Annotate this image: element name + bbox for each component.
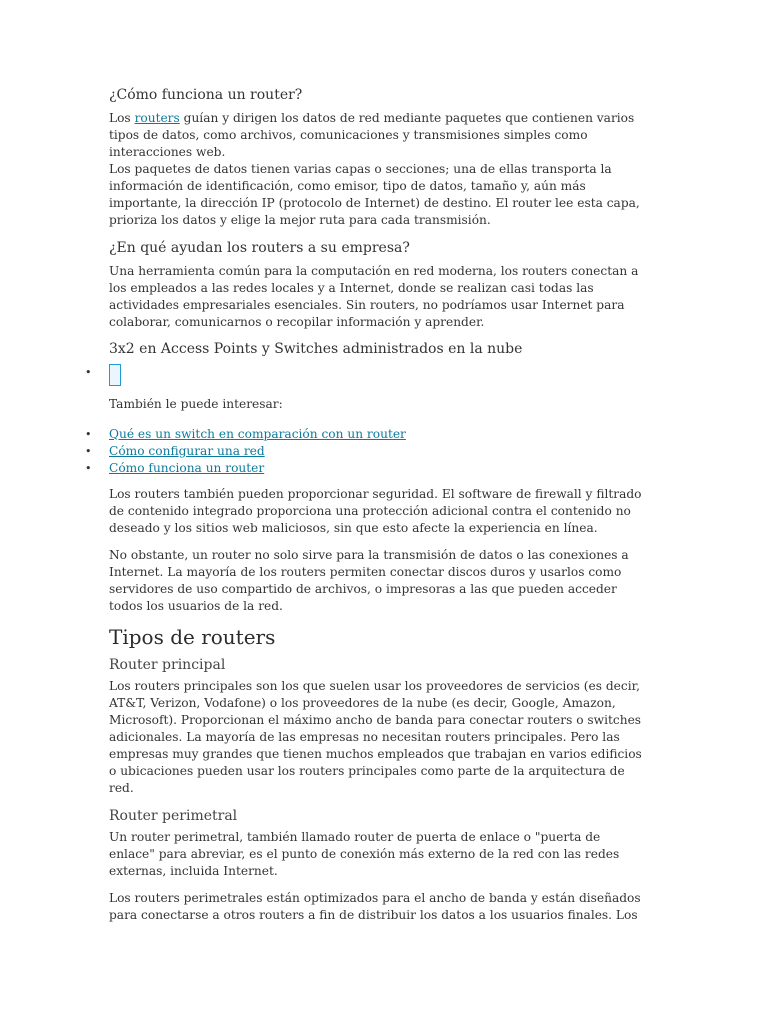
related-links-list (109, 426, 649, 477)
paragraph-routers-help: Una herramienta común para la computación en red moderna, los routers conectan a los empleados a las redes locales y a Internet, donde se realizan casi todas las actividades empresariales esenciales. Sin routers, no podríamos usar Internet para colaborar, comunicarnos o recopilar información y aprender. (109, 264, 639, 329)
paragraph-routers-intro: Los routers guían y dirigen los datos de red mediante paquetes que contienen varios tipos de datos, como archivos, comunicaciones y transmisiones simples como interacciones web. (109, 111, 635, 159)
paragraph-security: Los routers también pueden proporcionar seguridad. El software de firewall y filtrado de contenido integrado proporciona una protección adicional contra el contenido no deseado y los sitios web maliciosos, sin que esto afecte la experiencia en línea. (109, 487, 642, 535)
list-item (109, 460, 649, 477)
paragraph-edge-router-1: Un router perimetral, también llamado router de puerta de enlace o "puerta de enlace" para abreviar, es el punto de conexión más externo de la red con las redes externas, incluida Internet. (109, 830, 620, 878)
paragraph-packets: Los paquetes de datos tienen varias capas o secciones; una de ellas transporta la información de identificación, como emisor, tipo de datos, tamaño y, aún más importante, la dirección IP (protocolo de Internet) de destino. El router lee esta capa, prioriza los datos y elige la mejor ruta para cada transmisión. (109, 162, 640, 227)
heading-edge-router: Router perimetral (109, 808, 238, 824)
document-body (109, 86, 649, 924)
embedded-object-placeholder[interactable] (109, 364, 121, 386)
heading-how-routers-help: ¿En qué ayudan los routers a su empresa? (109, 240, 410, 256)
list-item (109, 426, 649, 443)
list-item (109, 364, 649, 386)
heading-core-router: Router principal (109, 657, 226, 673)
heading-promo: 3x2 en Access Points y Switches administrados en la nube (109, 341, 523, 357)
heading-router-types: Tipos de routers (109, 625, 276, 649)
related-link-configure-network[interactable]: Cómo configurar una red (109, 444, 265, 458)
heading-how-router-works: ¿Cómo funciona un router? (109, 87, 303, 103)
related-intro: También le puede interesar: (109, 397, 283, 411)
related-link-switch-vs-router[interactable]: Qué es un switch en comparación con un router (109, 427, 406, 441)
related-link-how-router-works[interactable]: Cómo funciona un router (109, 461, 265, 475)
list-item (109, 443, 649, 460)
paragraph-edge-router-2: Los routers perimetrales están optimizados para el ancho de banda y están diseñados para conectarse a otros routers a fin de distribuir los datos a los usuarios finales. Los (109, 891, 641, 922)
routers-link[interactable]: routers (134, 111, 180, 125)
promo-list (109, 364, 649, 386)
paragraph-storage: No obstante, un router no solo sirve para la transmisión de datos o las conexiones a Internet. La mayoría de los routers permiten conectar discos duros y usarlos como servidores de uso compartido de archivos, o impresoras a las que pueden acceder todos los usuarios de la red. (109, 548, 629, 613)
paragraph-core-router: Los routers principales son los que suelen usar los proveedores de servicios (es decir, AT&T, Verizon, Vodafone) o los proveedores de la nube (es decir, Google, Amazon, Microsoft). Proporcionan el máximo ancho de banda para conectar routers o switches adicionales. La mayoría de las empresas no necesitan routers principales. Pero las empresas muy grandes que tienen muchos empleados que trabajan en varios edificios o ubicaciones pueden usar los routers principales como parte de la arquitectura de red. (109, 679, 642, 795)
